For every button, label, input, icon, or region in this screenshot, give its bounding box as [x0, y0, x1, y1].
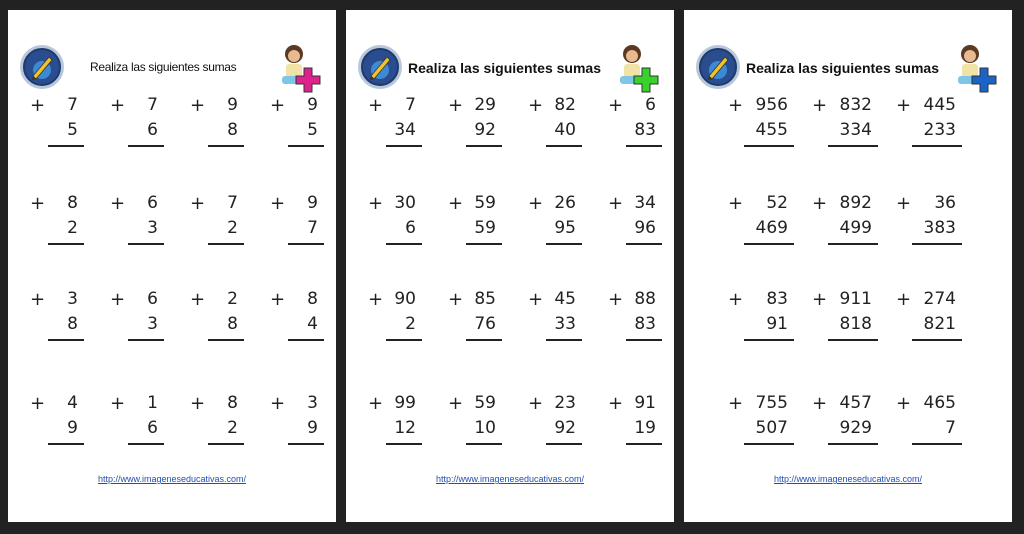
answer-line: [626, 145, 662, 147]
answer-line: [386, 339, 422, 341]
plus-sign: +: [30, 393, 46, 414]
plus-sign: +: [190, 393, 206, 414]
addition-problem: [30, 289, 90, 347]
addend-top: 9: [227, 95, 238, 115]
addend-bottom: 3: [147, 218, 158, 238]
pencil-globe-logo-icon: [358, 45, 402, 89]
addition-problem: [448, 289, 508, 347]
plus-sign: +: [110, 193, 126, 214]
plus-sign: +: [30, 193, 46, 214]
addend-top: 26: [554, 193, 576, 213]
footer-link[interactable]: http://www.imageneseducativas.com/: [435, 474, 585, 484]
answer-line: [288, 339, 324, 341]
answer-line: [288, 145, 324, 147]
addend-bottom: 2: [405, 314, 416, 334]
addition-problem: [270, 289, 330, 347]
addend-top: 8: [307, 289, 318, 309]
plus-sign: +: [368, 289, 384, 310]
plus-sign: +: [190, 289, 206, 310]
answer-line: [828, 243, 878, 245]
plus-sign: +: [110, 95, 126, 116]
answer-line: [208, 443, 244, 445]
addend-top: 8: [227, 393, 238, 413]
answer-line: [626, 243, 662, 245]
plus-sign: +: [30, 95, 46, 116]
plus-sign: +: [896, 193, 912, 214]
answer-line: [546, 443, 582, 445]
addend-top: 7: [227, 193, 238, 213]
pencil-globe-logo-icon: [20, 45, 64, 89]
addition-problem: [896, 289, 968, 347]
addend-bottom: 91: [766, 314, 788, 334]
plus-sign: +: [270, 289, 286, 310]
addend-bottom: 469: [755, 218, 788, 238]
answer-line: [546, 145, 582, 147]
addend-bottom: 19: [634, 418, 656, 438]
worksheet-3: [684, 10, 1012, 522]
plus-sign: +: [528, 95, 544, 116]
child-with-plus-sign-icon: [610, 42, 662, 100]
plus-sign: +: [528, 193, 544, 214]
answer-line: [828, 339, 878, 341]
answer-line: [466, 443, 502, 445]
footer-link[interactable]: http://www.imageneseducativas.com/: [97, 474, 247, 484]
addition-problem: [608, 95, 668, 153]
addition-problem: [528, 95, 588, 153]
addition-problem: [812, 95, 884, 153]
answer-line: [828, 145, 878, 147]
answer-line: [48, 243, 84, 245]
addend-bottom: 7: [307, 218, 318, 238]
addend-bottom: 6: [147, 418, 158, 438]
addend-top: 3: [307, 393, 318, 413]
addend-top: 892: [839, 193, 872, 213]
addition-problem: [728, 95, 800, 153]
plus-sign: +: [528, 393, 544, 414]
worksheet-title: Realiza las siguientes sumas: [90, 60, 237, 74]
addition-problem: [368, 289, 428, 347]
addition-problem: [812, 193, 884, 251]
addend-bottom: 499: [839, 218, 872, 238]
addend-bottom: 83: [634, 314, 656, 334]
addend-top: 88: [634, 289, 656, 309]
addend-top: 6: [645, 95, 656, 115]
addend-bottom: 929: [839, 418, 872, 438]
addition-problem: [110, 95, 170, 153]
addition-problem: [448, 95, 508, 153]
child-with-plus-sign-icon: [272, 42, 324, 100]
addition-problem: [528, 393, 588, 451]
addition-problem: [30, 393, 90, 451]
addend-top: 52: [766, 193, 788, 213]
answer-line: [546, 339, 582, 341]
addend-bottom: 455: [755, 120, 788, 140]
addend-bottom: 33: [554, 314, 576, 334]
answer-line: [626, 339, 662, 341]
addend-top: 29: [474, 95, 496, 115]
plus-sign: +: [896, 289, 912, 310]
addition-problem: [30, 95, 90, 153]
addition-problem: [812, 289, 884, 347]
addition-problem: [110, 193, 170, 251]
plus-sign: +: [110, 289, 126, 310]
addend-bottom: 334: [839, 120, 872, 140]
answer-line: [288, 443, 324, 445]
addend-bottom: 6: [405, 218, 416, 238]
addition-problem: [190, 95, 250, 153]
answer-line: [386, 443, 422, 445]
addend-bottom: 2: [227, 218, 238, 238]
addition-problem: [528, 289, 588, 347]
addend-top: 45: [554, 289, 576, 309]
addend-top: 34: [634, 193, 656, 213]
pencil-globe-logo-icon: [696, 45, 740, 89]
plus-sign: +: [896, 95, 912, 116]
footer-link[interactable]: http://www.imageneseducativas.com/: [773, 474, 923, 484]
addition-problem: [190, 193, 250, 251]
addend-top: 755: [755, 393, 788, 413]
plus-sign: +: [448, 289, 464, 310]
addition-problem: [270, 95, 330, 153]
answer-line: [128, 443, 164, 445]
plus-sign: +: [448, 193, 464, 214]
plus-sign: +: [812, 95, 828, 116]
plus-sign: +: [608, 393, 624, 414]
addition-problem: [270, 393, 330, 451]
addend-bottom: 92: [554, 418, 576, 438]
plus-sign: +: [608, 193, 624, 214]
answer-line: [626, 443, 662, 445]
addend-top: 9: [307, 193, 318, 213]
addition-problem: [728, 193, 800, 251]
addend-top: 445: [923, 95, 956, 115]
addend-bottom: 821: [923, 314, 956, 334]
plus-sign: +: [448, 393, 464, 414]
addend-bottom: 59: [474, 218, 496, 238]
plus-sign: +: [896, 393, 912, 414]
addition-problem: [368, 193, 428, 251]
plus-sign: +: [368, 95, 384, 116]
addition-problem: [190, 289, 250, 347]
addend-bottom: 9: [67, 418, 78, 438]
addend-bottom: 8: [227, 314, 238, 334]
addend-bottom: 96: [634, 218, 656, 238]
addend-bottom: 10: [474, 418, 496, 438]
plus-sign: +: [728, 193, 744, 214]
addend-bottom: 383: [923, 218, 956, 238]
addend-bottom: 7: [945, 418, 956, 438]
plus-sign: +: [608, 289, 624, 310]
plus-sign: +: [368, 193, 384, 214]
addend-top: 6: [147, 193, 158, 213]
addition-problem: [896, 193, 968, 251]
addend-bottom: 2: [227, 418, 238, 438]
addition-problem: [368, 95, 428, 153]
addend-bottom: 40: [554, 120, 576, 140]
plus-sign: +: [728, 95, 744, 116]
plus-sign: +: [528, 289, 544, 310]
plus-sign: +: [190, 193, 206, 214]
addend-top: 457: [839, 393, 872, 413]
addend-top: 85: [474, 289, 496, 309]
addition-problem: [448, 193, 508, 251]
addition-problem: [728, 289, 800, 347]
addition-problem: [528, 193, 588, 251]
addend-top: 90: [394, 289, 416, 309]
addend-top: 91: [634, 393, 656, 413]
addend-bottom: 3: [147, 314, 158, 334]
addend-top: 30: [394, 193, 416, 213]
plus-sign: +: [110, 393, 126, 414]
answer-line: [48, 145, 84, 147]
addend-top: 23: [554, 393, 576, 413]
plus-sign: +: [812, 193, 828, 214]
addend-top: 36: [934, 193, 956, 213]
answer-line: [128, 339, 164, 341]
answer-line: [912, 243, 962, 245]
plus-sign: +: [368, 393, 384, 414]
addend-top: 911: [839, 289, 872, 309]
worksheet-title: Realiza las siguientes sumas: [408, 60, 601, 76]
child-with-plus-sign-icon: [948, 42, 1000, 100]
plus-sign: +: [270, 193, 286, 214]
addend-top: 6: [147, 289, 158, 309]
addition-problem: [608, 193, 668, 251]
plus-sign: +: [30, 289, 46, 310]
addend-bottom: 76: [474, 314, 496, 334]
addend-top: 3: [67, 289, 78, 309]
addend-bottom: 2: [67, 218, 78, 238]
addition-problem: [190, 393, 250, 451]
answer-line: [912, 145, 962, 147]
addend-bottom: 92: [474, 120, 496, 140]
plus-sign: +: [190, 95, 206, 116]
answer-line: [744, 339, 794, 341]
addend-bottom: 233: [923, 120, 956, 140]
plus-sign: +: [812, 393, 828, 414]
addend-top: 83: [766, 289, 788, 309]
answer-line: [466, 339, 502, 341]
addend-bottom: 95: [554, 218, 576, 238]
answer-line: [208, 339, 244, 341]
addition-problem: [110, 393, 170, 451]
addend-top: 8: [67, 193, 78, 213]
addend-top: 7: [147, 95, 158, 115]
plus-sign: +: [608, 95, 624, 116]
answer-line: [466, 243, 502, 245]
addend-top: 956: [755, 95, 788, 115]
addition-problem: [30, 193, 90, 251]
addend-top: 4: [67, 393, 78, 413]
addend-bottom: 8: [227, 120, 238, 140]
addend-bottom: 83: [634, 120, 656, 140]
answer-line: [912, 443, 962, 445]
answer-line: [288, 243, 324, 245]
addition-problem: [812, 393, 884, 451]
answer-line: [386, 243, 422, 245]
addend-bottom: 34: [394, 120, 416, 140]
addend-bottom: 818: [839, 314, 872, 334]
plus-sign: +: [728, 289, 744, 310]
addend-bottom: 507: [755, 418, 788, 438]
worksheet-1: [8, 10, 336, 522]
addition-problem: [896, 95, 968, 153]
addend-top: 9: [307, 95, 318, 115]
addend-bottom: 8: [67, 314, 78, 334]
addend-top: 1: [147, 393, 158, 413]
plus-sign: +: [728, 393, 744, 414]
answer-line: [208, 243, 244, 245]
answer-line: [546, 243, 582, 245]
addend-top: 2: [227, 289, 238, 309]
addend-top: 832: [839, 95, 872, 115]
addition-problem: [270, 193, 330, 251]
addition-problem: [448, 393, 508, 451]
answer-line: [744, 145, 794, 147]
answer-line: [828, 443, 878, 445]
answer-line: [48, 339, 84, 341]
plus-sign: +: [448, 95, 464, 116]
addend-top: 59: [474, 393, 496, 413]
addition-problem: [728, 393, 800, 451]
addend-top: 59: [474, 193, 496, 213]
answer-line: [128, 243, 164, 245]
plus-sign: +: [270, 393, 286, 414]
addend-top: 7: [405, 95, 416, 115]
plus-sign: +: [270, 95, 286, 116]
addition-problem: [110, 289, 170, 347]
addend-top: 274: [923, 289, 956, 309]
plus-sign: +: [812, 289, 828, 310]
addition-problem: [608, 289, 668, 347]
answer-line: [386, 145, 422, 147]
addend-bottom: 12: [394, 418, 416, 438]
addend-top: 465: [923, 393, 956, 413]
addend-top: 7: [67, 95, 78, 115]
answer-line: [208, 145, 244, 147]
addend-bottom: 6: [147, 120, 158, 140]
addend-bottom: 5: [307, 120, 318, 140]
answer-line: [128, 145, 164, 147]
answer-line: [48, 443, 84, 445]
addend-top: 99: [394, 393, 416, 413]
answer-line: [744, 243, 794, 245]
worksheet-title: Realiza las siguientes sumas: [746, 60, 939, 76]
addition-problem: [896, 393, 968, 451]
worksheet-2: [346, 10, 674, 522]
addend-bottom: 4: [307, 314, 318, 334]
addend-bottom: 9: [307, 418, 318, 438]
addend-bottom: 5: [67, 120, 78, 140]
answer-line: [912, 339, 962, 341]
answer-line: [744, 443, 794, 445]
answer-line: [466, 145, 502, 147]
addition-problem: [368, 393, 428, 451]
addition-problem: [608, 393, 668, 451]
addend-top: 82: [554, 95, 576, 115]
